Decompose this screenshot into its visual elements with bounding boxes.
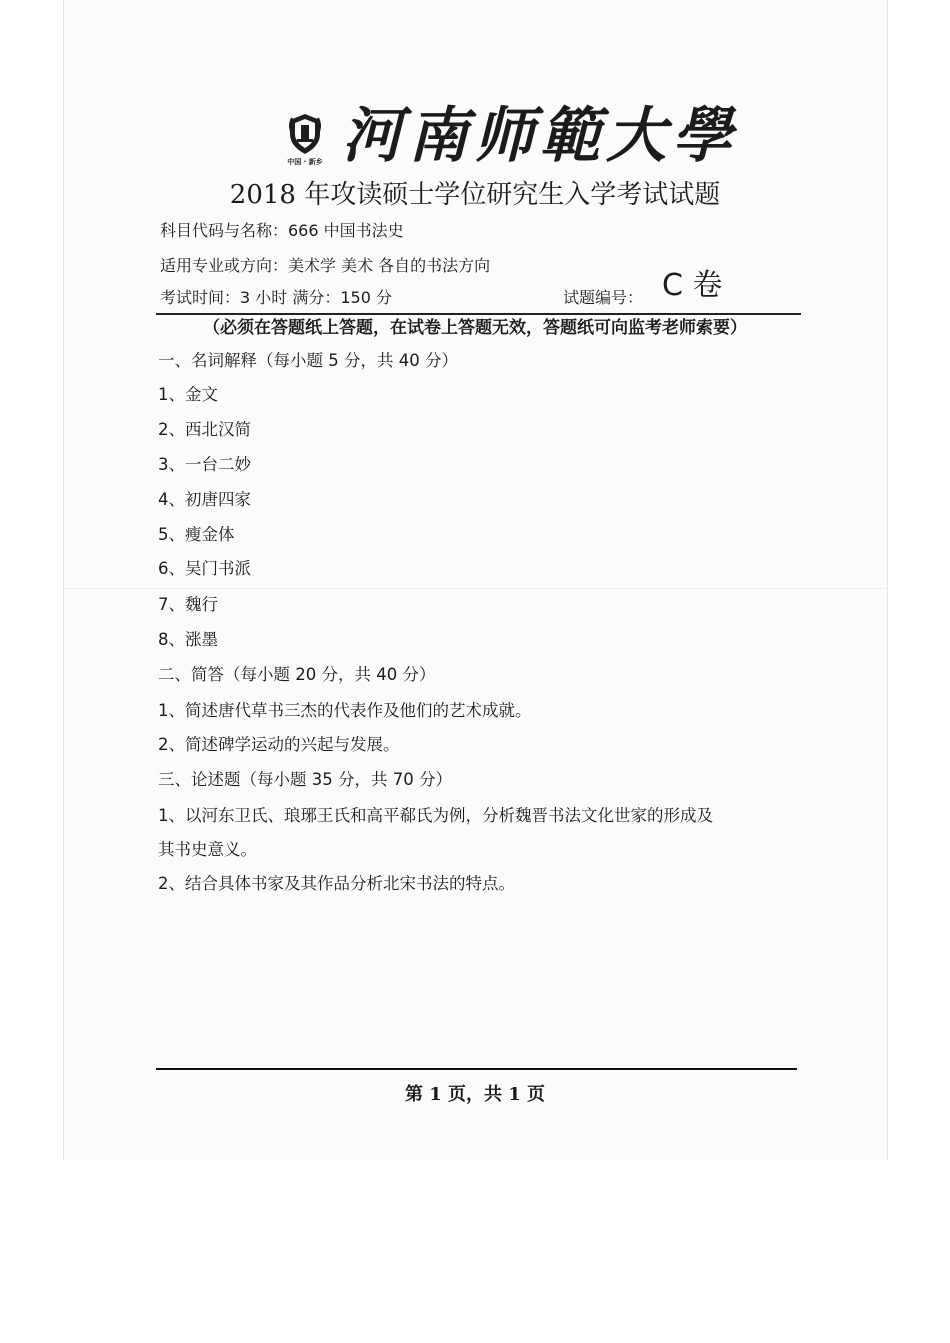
header-rule (156, 313, 801, 315)
time-score-line: 考试时间：3 小时 满分：150 分 (160, 288, 392, 307)
university-header (282, 100, 738, 170)
section-3-heading: 三、论述题（每小题 35 分，共 70 分） (158, 770, 452, 789)
question-1-5: 5、瘦金体 (158, 525, 235, 544)
major-line: 适用专业或方向：美术学 美术 各自的书法方向 (160, 256, 491, 275)
university-name: 河南师範大學 (342, 101, 738, 171)
question-3-1-line-2: 其书史意义。 (158, 840, 257, 859)
question-1-2: 2、西北汉简 (158, 420, 251, 439)
question-1-8: 8、涨墨 (158, 630, 218, 649)
university-emblem (282, 112, 328, 170)
page-number: 第 1 页，共 1 页 (404, 1084, 546, 1105)
paper-code-label: 试题编号： (563, 288, 644, 307)
section-1-heading: 一、名词解释（每小题 5 分，共 40 分） (158, 351, 458, 370)
question-3-1-line-1: 1、以河东卫氏、琅琊王氏和高平郗氏为例，分析魏晋书法文化世家的形成及 (158, 806, 713, 825)
emblem-icon (286, 112, 324, 156)
footer-rule (156, 1068, 797, 1070)
exam-title: 2018 年攻读硕士学位研究生入学考试试题 (229, 180, 721, 210)
question-1-4: 4、初唐四家 (158, 490, 251, 509)
question-2-2: 2、简述碑学运动的兴起与发展。 (158, 735, 400, 754)
question-2-1: 1、简述唐代草书三杰的代表作及他们的艺术成就。 (158, 701, 532, 720)
subject-line: 科目代码与名称：666 中国书法史 (160, 221, 404, 240)
question-1-7: 7、魏行 (158, 595, 218, 614)
section-2-heading: 二、简答（每小题 20 分，共 40 分） (158, 665, 436, 684)
paper-fold-line (63, 588, 886, 589)
question-1-3: 3、一台二妙 (158, 455, 251, 474)
answer-notice: （必须在答题纸上答题，在试卷上答题无效，答题纸可向监考老师索要） (203, 318, 747, 338)
question-1-6: 6、吴门书派 (158, 559, 251, 578)
paper-code-handwritten: C 卷 (662, 268, 723, 303)
emblem-caption: 中国 · 新乡 (287, 158, 323, 166)
question-3-2: 2、结合具体书家及其作品分析北宋书法的特点。 (158, 874, 515, 893)
exam-paper-sheet (63, 0, 888, 1160)
question-1-1: 1、金文 (158, 385, 218, 404)
